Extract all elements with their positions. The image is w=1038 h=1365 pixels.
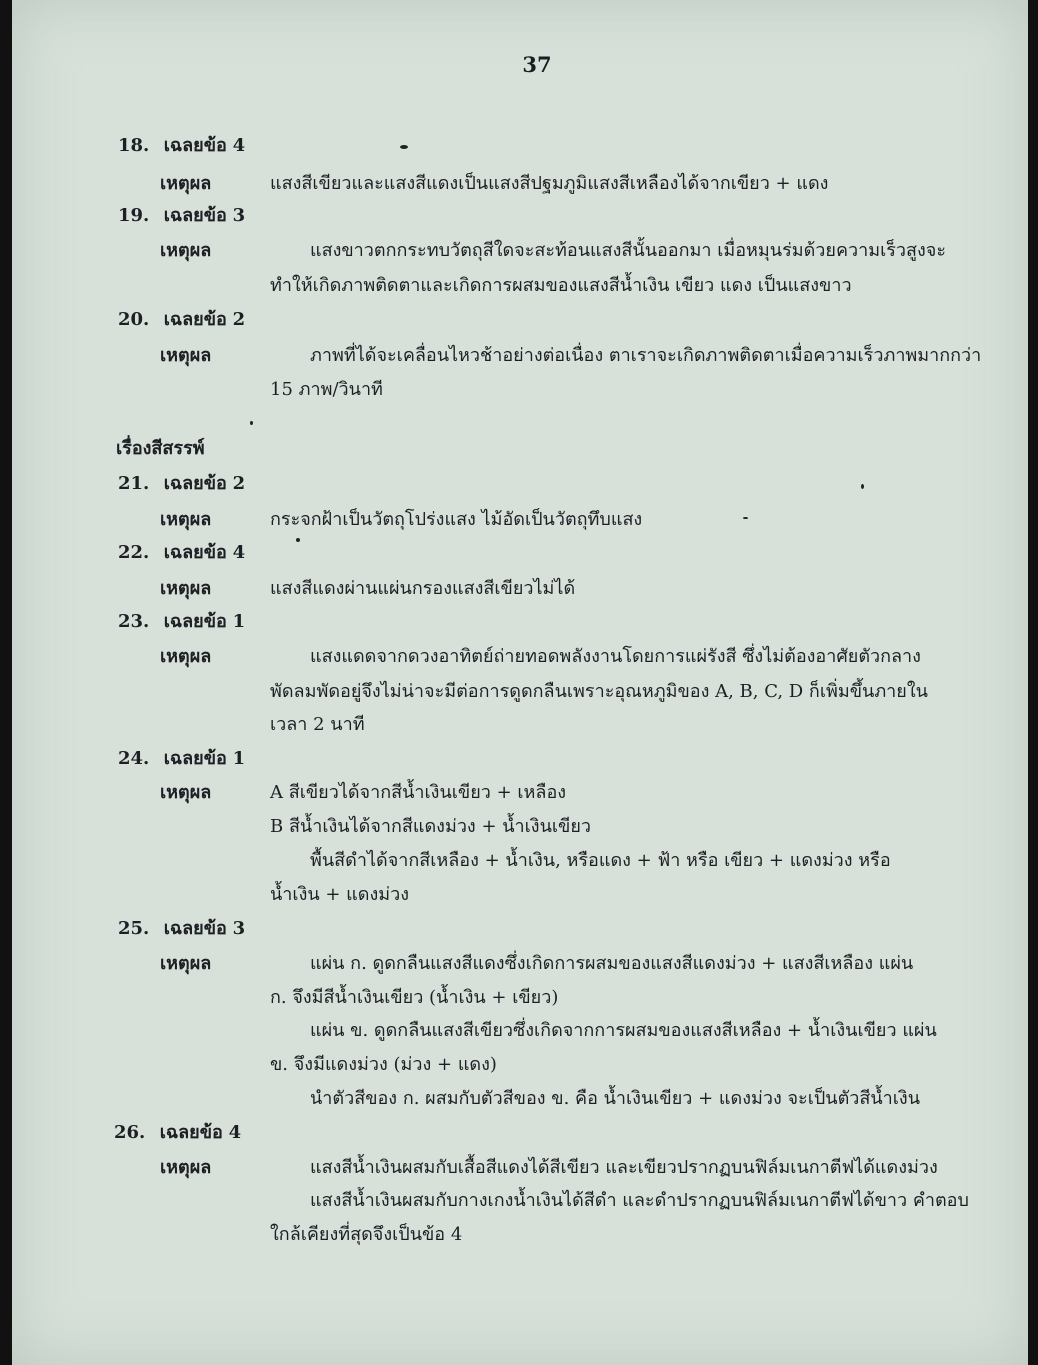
question-number: 23. xyxy=(118,611,150,632)
answer-choice: 3 xyxy=(232,918,246,939)
answer-label: เฉลยข้อ xyxy=(163,918,227,939)
reason-label: เหตุผล xyxy=(160,1157,212,1178)
question-number: 18. xyxy=(118,135,150,156)
answer-choice: 3 xyxy=(232,205,246,226)
reason-label: เหตุผล xyxy=(160,509,212,530)
answer-choice: 1 xyxy=(232,611,246,632)
answer-19 xyxy=(118,207,245,225)
answer-23 xyxy=(118,613,245,631)
reason-text-20-1: ภาพที่ได้จะเคลื่อนไหวช้าอย่างต่อเนื่อง ตาเราจะเกิดภาพติดตาเมื่อความเร็วภาพมากกว่า xyxy=(310,345,982,366)
answer-label: เฉลยข้อ xyxy=(163,135,227,156)
answer-24 xyxy=(118,750,245,768)
reason-text-19-1: แสงขาวตกกระทบวัตถุสีใดจะสะท้อนแสงสีนั้นออกมา เมื่อหมุนร่มด้วยความเร็วสูงจะ xyxy=(310,240,946,261)
answer-choice: 2 xyxy=(232,473,246,494)
reason-text-26-2: แสงสีน้ำเงินผสมกับกางเกงน้ำเงินได้สีดำ และดำปรากฏบนฟิล์มเนกาตีฟได้ขาว คำตอบ xyxy=(310,1190,969,1211)
answer-choice: 2 xyxy=(232,309,246,330)
answer-label: เฉลยข้อ xyxy=(163,542,227,563)
answer-label: เฉลยข้อ xyxy=(163,473,227,494)
reason-text-25-5: นำตัวสีของ ก. ผสมกับตัวสีของ ข. คือ น้ำเงินเขียว + แดงม่วง จะเป็นตัวสีน้ำเงิน xyxy=(310,1088,921,1109)
page-number: 37 xyxy=(522,52,552,77)
reason-text-23-3: เวลา 2 นาที xyxy=(270,714,365,735)
reason-text-25-4: ข. จึงมีแดงม่วง (ม่วง + แดง) xyxy=(270,1054,497,1075)
answer-label: เฉลยข้อ xyxy=(163,748,227,769)
reason-label: เหตุผล xyxy=(160,240,212,261)
reason-text-24-1: A สีเขียวได้จากสีน้ำเงินเขียว + เหลือง xyxy=(270,782,567,803)
reason-text-19-2: ทำให้เกิดภาพติดตาและเกิดการผสมของแสงสีน้ำเงิน เขียว แดง เป็นแสงขาว xyxy=(270,275,852,296)
question-number: 24. xyxy=(118,748,150,769)
reason-text-23-2: พัดลมพัดอยู่จึงไม่น่าจะมีต่อการดูดกลืนเพราะอุณหภูมิของ A, B, C, D ก็เพิ่มขึ้นภายใน xyxy=(270,681,928,702)
reason-text-23-1: แสงแดดจากดวงอาทิตย์ถ่ายทอดพลังงานโดยการแผ่รังสี ซึ่งไม่ต้องอาศัยตัวกลาง xyxy=(310,646,921,667)
answer-label: เฉลยข้อ xyxy=(159,1122,223,1143)
reason-text-18-1: แสงสีเขียวและแสงสีแดงเป็นแสงสีปฐมภูมิแสงสีเหลืองได้จากเขียว + แดง xyxy=(270,173,829,194)
scan-speck xyxy=(296,538,300,542)
reason-text-24-3: พื้นสีดำได้จากสีเหลือง + น้ำเงิน, หรือแดง + ฟ้า หรือ เขียว + แดงม่วง หรือ xyxy=(310,850,891,871)
answer-label: เฉลยข้อ xyxy=(163,205,227,226)
question-number: 21. xyxy=(118,473,150,494)
answer-label: เฉลยข้อ xyxy=(163,309,227,330)
question-number: 22. xyxy=(118,542,150,563)
scan-speck xyxy=(400,145,408,149)
reason-text-21-1: กระจกฝ้าเป็นวัตถุโปร่งแสง ไม้อัดเป็นวัตถุทึบแสง xyxy=(270,509,643,530)
reason-label: เหตุผล xyxy=(160,345,212,366)
reason-label: เหตุผล xyxy=(160,173,212,194)
answer-choice: 4 xyxy=(228,1122,242,1143)
answer-label: เฉลยข้อ xyxy=(163,611,227,632)
reason-label: เหตุผล xyxy=(160,953,212,974)
question-number: 19. xyxy=(118,205,150,226)
reason-text-20-2: 15 ภาพ/วินาที xyxy=(270,379,383,400)
reason-text-24-4: น้ำเงิน + แดงม่วง xyxy=(270,884,410,905)
reason-text-24-2: B สีน้ำเงินได้จากสีแดงม่วง + น้ำเงินเขียว xyxy=(270,816,592,837)
reason-text-25-1: แผ่น ก. ดูดกลืนแสงสีแดงซึ่งเกิดการผสมของแสงสีแดงม่วง + แสงสีเหลือง แผ่น xyxy=(310,953,914,974)
answer-25 xyxy=(118,920,245,938)
document-page xyxy=(12,0,1028,1365)
answer-choice: 1 xyxy=(232,748,246,769)
section-title: เรื่องสีสรรพ์ xyxy=(116,438,205,459)
reason-text-26-1: แสงสีน้ำเงินผสมกับเสื้อสีแดงได้สีเขียว และเขียวปรากฏบนฟิล์มเนกาตีฟได้แดงม่วง xyxy=(310,1157,938,1178)
reason-label: เหตุผล xyxy=(160,578,212,599)
question-number: 26. xyxy=(114,1122,146,1143)
scan-speck xyxy=(743,517,748,519)
answer-22 xyxy=(118,544,245,562)
question-number: 25. xyxy=(118,918,150,939)
reason-text-22-1: แสงสีแดงผ่านแผ่นกรองแสงสีเขียวไม่ได้ xyxy=(270,578,576,599)
answer-choice: 4 xyxy=(232,542,246,563)
answer-18 xyxy=(118,137,245,155)
question-number: 20. xyxy=(118,309,150,330)
answer-21 xyxy=(118,475,245,493)
reason-label: เหตุผล xyxy=(160,646,212,667)
scan-speck xyxy=(861,484,864,489)
reason-label: เหตุผล xyxy=(160,782,212,803)
answer-choice: 4 xyxy=(232,135,246,156)
answer-20 xyxy=(118,311,245,329)
reason-text-26-3: ใกล้เคียงที่สุดจึงเป็นข้อ 4 xyxy=(270,1224,463,1245)
answer-26 xyxy=(114,1124,241,1142)
reason-text-25-2: ก. จึงมีสีน้ำเงินเขียว (น้ำเงิน + เขียว) xyxy=(270,987,559,1008)
reason-text-25-3: แผ่น ข. ดูดกลืนแสงสีเขียวซึ่งเกิดจากการผสมของแสงสีเหลือง + น้ำเงินเขียว แผ่น xyxy=(310,1020,937,1041)
scan-speck xyxy=(250,421,253,425)
